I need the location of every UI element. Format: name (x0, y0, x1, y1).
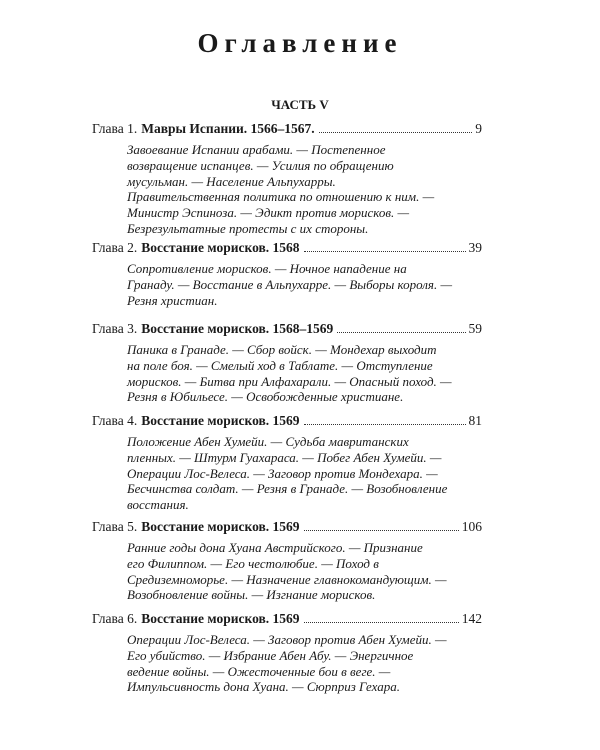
summary-line: Безрезультатные протесты с их стороны. (127, 220, 369, 236)
chapter-page-number: 59 (468, 321, 482, 336)
toc-entry[interactable] (92, 611, 482, 695)
chapter-label: Глава 4. (92, 413, 138, 428)
summary-line: Возобновление войны. — Изгнание морисков. (127, 587, 376, 603)
summary-line: Операции Лос-Велеса. — Заговор против Абен Хумейи. — (127, 632, 447, 647)
dot-leader (304, 424, 466, 425)
toc-entry[interactable] (92, 413, 482, 513)
chapter-title: Восстание морисков. 1568 (141, 240, 300, 255)
chapter-heading[interactable] (92, 611, 482, 629)
page-title: Оглавление (197, 28, 403, 58)
dot-leader (304, 622, 459, 623)
summary-line: Сопротивление морисков. — Ночное нападение на (127, 261, 407, 276)
summary-line: Министр Эспиноза. — Эдикт против морисков. — (127, 205, 410, 221)
chapter-page-number: 9 (475, 121, 482, 136)
summary-line: Бесчинства солдат. — Резня в Гранаде. — Возобновление (127, 481, 448, 497)
summary-line: Резня христиан. (127, 292, 218, 308)
summary-line: Резня в Юбильесе. — Освобожденные христиане. (127, 389, 404, 405)
chapter-heading[interactable] (92, 519, 482, 537)
chapter-summary (127, 142, 482, 237)
chapter-heading[interactable] (92, 240, 482, 258)
chapter-title: Восстание морисков. 1569 (141, 519, 300, 534)
summary-line: мусульман. — Население Альпухарры. (127, 173, 336, 189)
summary-line: морисков. — Битва при Алфахарали. — Опасный поход. — (127, 373, 452, 389)
chapter-summary (127, 632, 482, 695)
summary-line: его Филиппом. — Его честолюбие. — Поход в (127, 555, 379, 571)
chapter-heading[interactable] (92, 121, 482, 139)
toc-entry[interactable] (92, 321, 482, 405)
chapter-label: Глава 2. (92, 240, 138, 255)
part-heading: ЧАСТЬ V (271, 97, 329, 112)
chapter-title: Восстание морисков. 1569 (141, 413, 300, 428)
summary-line: на поле боя. — Смелый ход в Таблате. — Отступление (127, 357, 433, 373)
dot-leader (319, 132, 473, 133)
toc-entry[interactable] (92, 240, 482, 308)
chapter-page-number: 142 (461, 611, 482, 626)
summary-line: Паника в Гранаде. — Сбор войск. — Мондехар выходит (127, 342, 437, 357)
chapter-label: Глава 5. (92, 519, 138, 534)
toc-entry[interactable] (92, 121, 482, 237)
summary-line: Ранние годы дона Хуана Австрийского. — Признание (127, 540, 423, 555)
summary-line: Правительственная политика по отношению к ним. — (127, 189, 435, 205)
summary-line: Импульсивность дона Хуана. — Сюрприз Гехара. (127, 679, 400, 695)
chapter-heading[interactable] (92, 413, 482, 431)
chapter-summary (127, 261, 482, 308)
summary-line: Положение Абен Хумейи. — Судьба мавританских (127, 434, 409, 449)
chapter-page-number: 81 (468, 413, 482, 428)
summary-line: Средиземноморье. — Назначение главнокомандующим. — (127, 571, 447, 587)
chapter-label: Глава 3. (92, 321, 138, 336)
chapter-label: Глава 6. (92, 611, 138, 626)
summary-line: восстания. (127, 497, 189, 513)
summary-line: ведение войны. — Ожесточенные бои в веге. — (127, 663, 391, 679)
summary-line: Его убийство. — Избрание Абен Абу. — Энергичное (127, 647, 414, 663)
summary-line: Операции Лос-Велеса. — Заговор против Мондехара. — (127, 465, 438, 481)
summary-line: Завоевание Испании арабами. — Постепенное (127, 142, 386, 157)
summary-line: Гранаду. — Восстание в Альпухарре. — Выборы короля. — (127, 276, 453, 292)
dot-leader (337, 332, 465, 333)
chapter-heading[interactable] (92, 321, 482, 339)
dot-leader (304, 251, 466, 252)
summary-line: пленных. — Штурм Гуахараса. — Побег Абен Хумейи. — (127, 449, 442, 465)
summary-line: возвращение испанцев. — Усилия по обращению (127, 157, 394, 173)
chapter-summary (127, 342, 482, 405)
chapter-title: Восстание морисков. 1569 (141, 611, 300, 626)
chapter-page-number: 106 (461, 519, 482, 534)
chapter-label: Глава 1. (92, 121, 138, 136)
toc-entry[interactable] (92, 519, 482, 603)
dot-leader (304, 530, 459, 531)
chapter-page-number: 39 (468, 240, 482, 255)
chapter-title: Восстание морисков. 1568–1569 (141, 321, 334, 336)
chapter-title: Мавры Испании. 1566–1567. (141, 121, 315, 136)
chapter-summary (127, 540, 482, 603)
chapter-summary (127, 434, 482, 513)
